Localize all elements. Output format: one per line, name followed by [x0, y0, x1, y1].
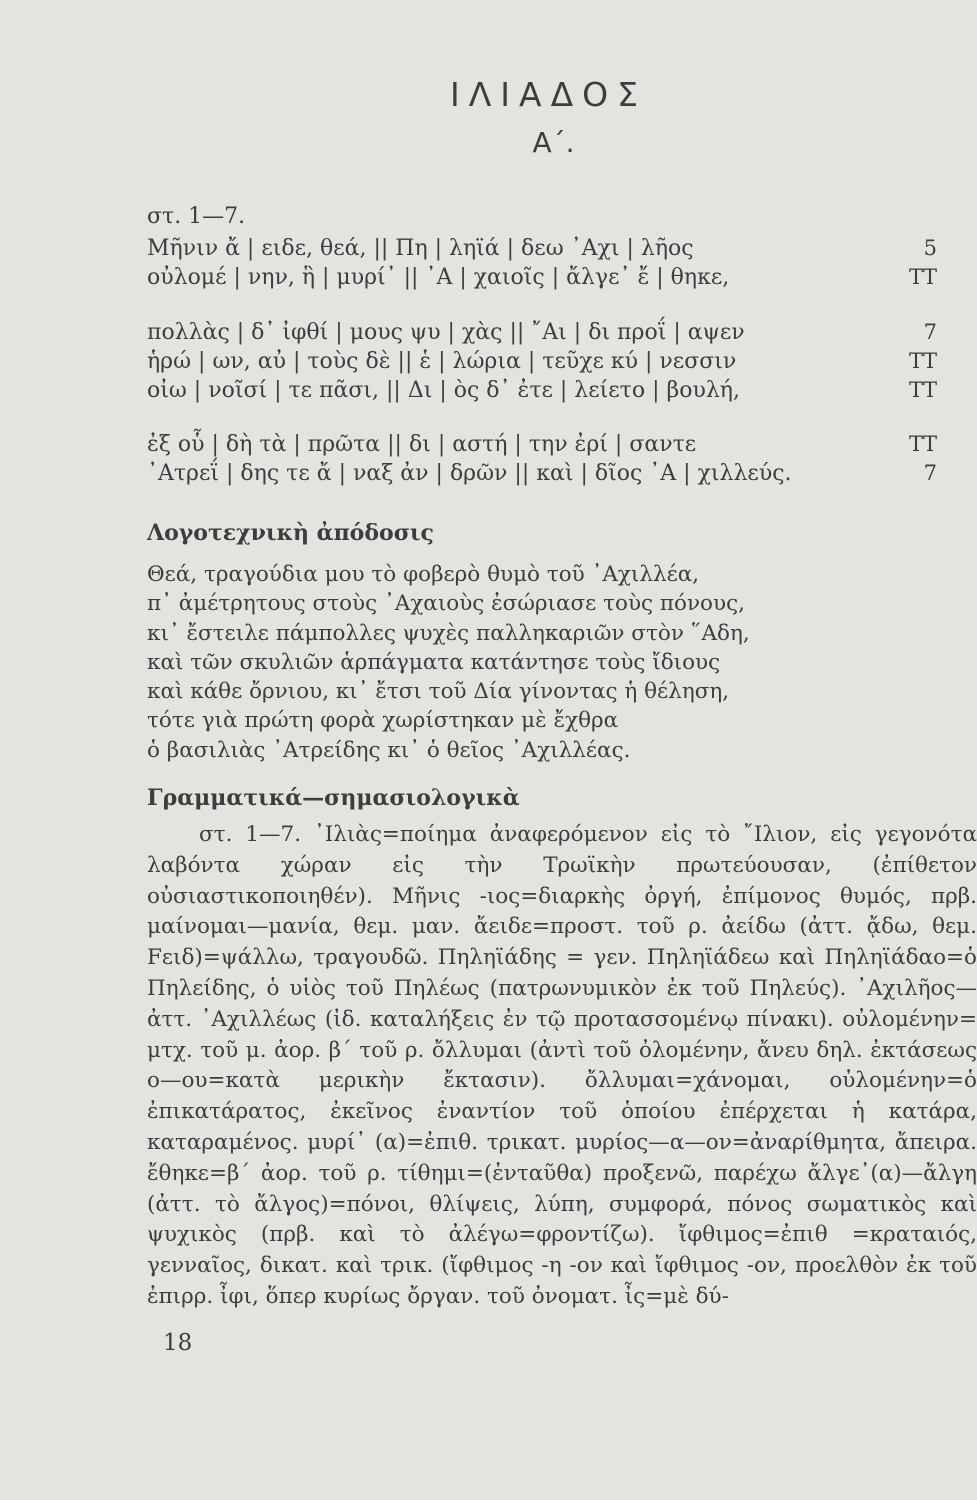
verse-group-1 — [147, 234, 937, 292]
grammar-notes — [147, 820, 977, 1313]
book-title: ΙΛΙΑΔΟΣ — [449, 75, 647, 114]
line-marker: 7 — [923, 320, 937, 344]
verse-line: ᾿Ατρεΐ | δης τε ἄ | ναξ ἀν | δρῶν || καὶ | δῖος ᾿Α | χιλλεύς. 7 — [147, 461, 937, 486]
translation-text — [147, 560, 750, 765]
verse-line: οἰω | νοῖσί | τε πᾶσι, || Δι | ὸς δ᾿ ἐτε | λείετο | βουλή, ΤΤ — [147, 378, 937, 403]
notes-heading: Γραμματικά—σημασιολογικὰ — [147, 785, 520, 811]
translation-line: π᾿ ἀμέτρητους στοὺς ᾿Αχαιοὺς ἐσώριασε τοὺς πόνους, — [147, 591, 745, 617]
line-marker: 5 — [923, 236, 937, 260]
line-marker: ΤΤ — [908, 432, 937, 456]
book-letter: Α΄. — [532, 126, 575, 159]
line-marker: 7 — [923, 461, 937, 485]
verse-group-3 — [147, 430, 937, 488]
verse-line: Μῆνιν ἄ | ειδε, θεά, || Πη | ληϊά | δεω ᾿Αχι | λῆος 5 — [147, 236, 937, 261]
line-marker: ΤΤ — [908, 349, 937, 373]
notes-paragraph: στ. 1—7. ᾿Ιλιὰς=ποίημα ἀναφερόμενον εἰς τὸ ῎Ιλιον, εἰς γεγονότα λαβόντα χώραν εἰς τὴν Τρωϊκὴν πρωτεύουσαν, (ἐπίθετον οὐσιαστικοποιηθέν). Μῆνις -ιος=διαρκὴς ὀργή, ἐπίμονος θυμός, πρβ. μαίνομαι—μανία, θεμ. μαν. ἄειδε=προστ. τοῦ ρ. ἀείδω (ἀττ. ᾄδω, θεμ. Fειδ)=ψάλλω, τραγουδῶ. Πηληϊάδης = γεν. Πηληϊάδεω καὶ Πηληϊάδαο=ὁ Πηλείδης, ὁ υἱὸς τοῦ Πηλέως (πατρωνυμικὸν ἐκ τοῦ Πηλεύς). ᾿Αχιλῆος—ἀττ. ᾿Αχιλλέως (ἰδ. καταλήξεις ἐν τῷ προτασσομένῳ πίνακι). οὐλομένην= μτχ. τοῦ μ. ἀορ. β΄ τοῦ ρ. ὄλλυμαι (ἀντὶ τοῦ ὀλομένην, ἄνευ δηλ. ἐκτάσεως ο—ου=κατὰ μερικὴν ἔκτασιν). ὄλλυμαι=χάνομαι, οὐλομένην=ὁ ἐπικατάρατος, ἐκεῖνος ἐναντίον τοῦ ὁποίου ἐπέρχεται ἡ κατάρα, καταραμένος. μυρί᾿ (α)=ἐπιθ. τρικατ. μυρίος—α—ον=ἀναρίθμητα, ἄπειρα. ἔθηκε=β΄ ἀορ. τοῦ ρ. τίθημι=(ἐνταῦθα) προξενῶ, παρέχω ἄλγε᾿(α)—ἄλγη (ἀττ. τὸ ἄλγος)=πόνοι, θλίψεις, λύπη, συμφορά, πόνος σωματικὸς καὶ ψυχικὸς (πρβ. καὶ τὸ ἀλέγω=φροντίζω). ἴφθιμος=ἐπιθ =κραταιός, γενναῖος, δικατ. καὶ τρικ. (ἴφθιμος -η -ον καὶ ἴφθιμος -ον, προελθὸν ἐκ τοῦ ἐπιρρ. ἶφι, ὅπερ κυρίως ὄργαν. τοῦ ὀνοματ. ἶς=μὲ δύ- — [147, 822, 977, 1309]
translation-line: τότε γιὰ πρώτη φορὰ χωρίστηκαν μὲ ἔχθρα — [147, 708, 619, 734]
translation-line: Θεά, τραγούδια μου τὸ φοβερὸ θυμὸ τοῦ ᾿Αχιλλέα, — [147, 562, 700, 587]
page-number: 18 — [163, 1330, 193, 1356]
translation-heading: Λογοτεχνικὴ ἀπόδοσις — [147, 520, 434, 546]
verse-line: οὐλομέ | νην, ἣ | μυρί᾿ || ᾿Α | χαιοῖς | ἄλγε᾿ ἔ | θηκε, ΤΤ — [147, 265, 937, 290]
translation-line: καὶ κάθε ὄρνιου, κι᾿ ἔτσι τοῦ Δία γίνοντας ἡ θέληση, — [147, 679, 730, 705]
translation-line: ὁ βασιλιὰς ᾿Ατρείδης κι᾿ ὁ θεῖος ᾿Αχιλλέας. — [147, 737, 631, 763]
line-marker: ΤΤ — [908, 265, 937, 289]
verse-line: ἐξ οὗ | δὴ τὰ | πρῶτα || δι | αστή | την ἐρί | σαντε ΤΤ — [147, 432, 937, 457]
line-marker: ΤΤ — [908, 378, 937, 402]
verse-line: ἡρώ | ων, αὐ | τοὺς δὲ || ἑ | λώρια | τεῦχε κύ | νεσσιν ΤΤ — [147, 349, 937, 374]
verse-reference: στ. 1—7. — [147, 204, 246, 229]
verse-line: πολλὰς | δ᾿ ἰφθί | μους ψυ | χὰς || ῎Αι | δι προΐ | αψεν 7 — [147, 320, 937, 345]
verse-group-2 — [147, 318, 937, 405]
translation-line: κι᾿ ἔστειλε πάμπολλες ψυχὲς παλληκαριῶν στὸν ῞Αδη, — [147, 620, 750, 646]
translation-line: καὶ τῶν σκυλιῶν ἁρπάγματα κατάντησε τοὺς ἴδιους — [147, 649, 721, 675]
